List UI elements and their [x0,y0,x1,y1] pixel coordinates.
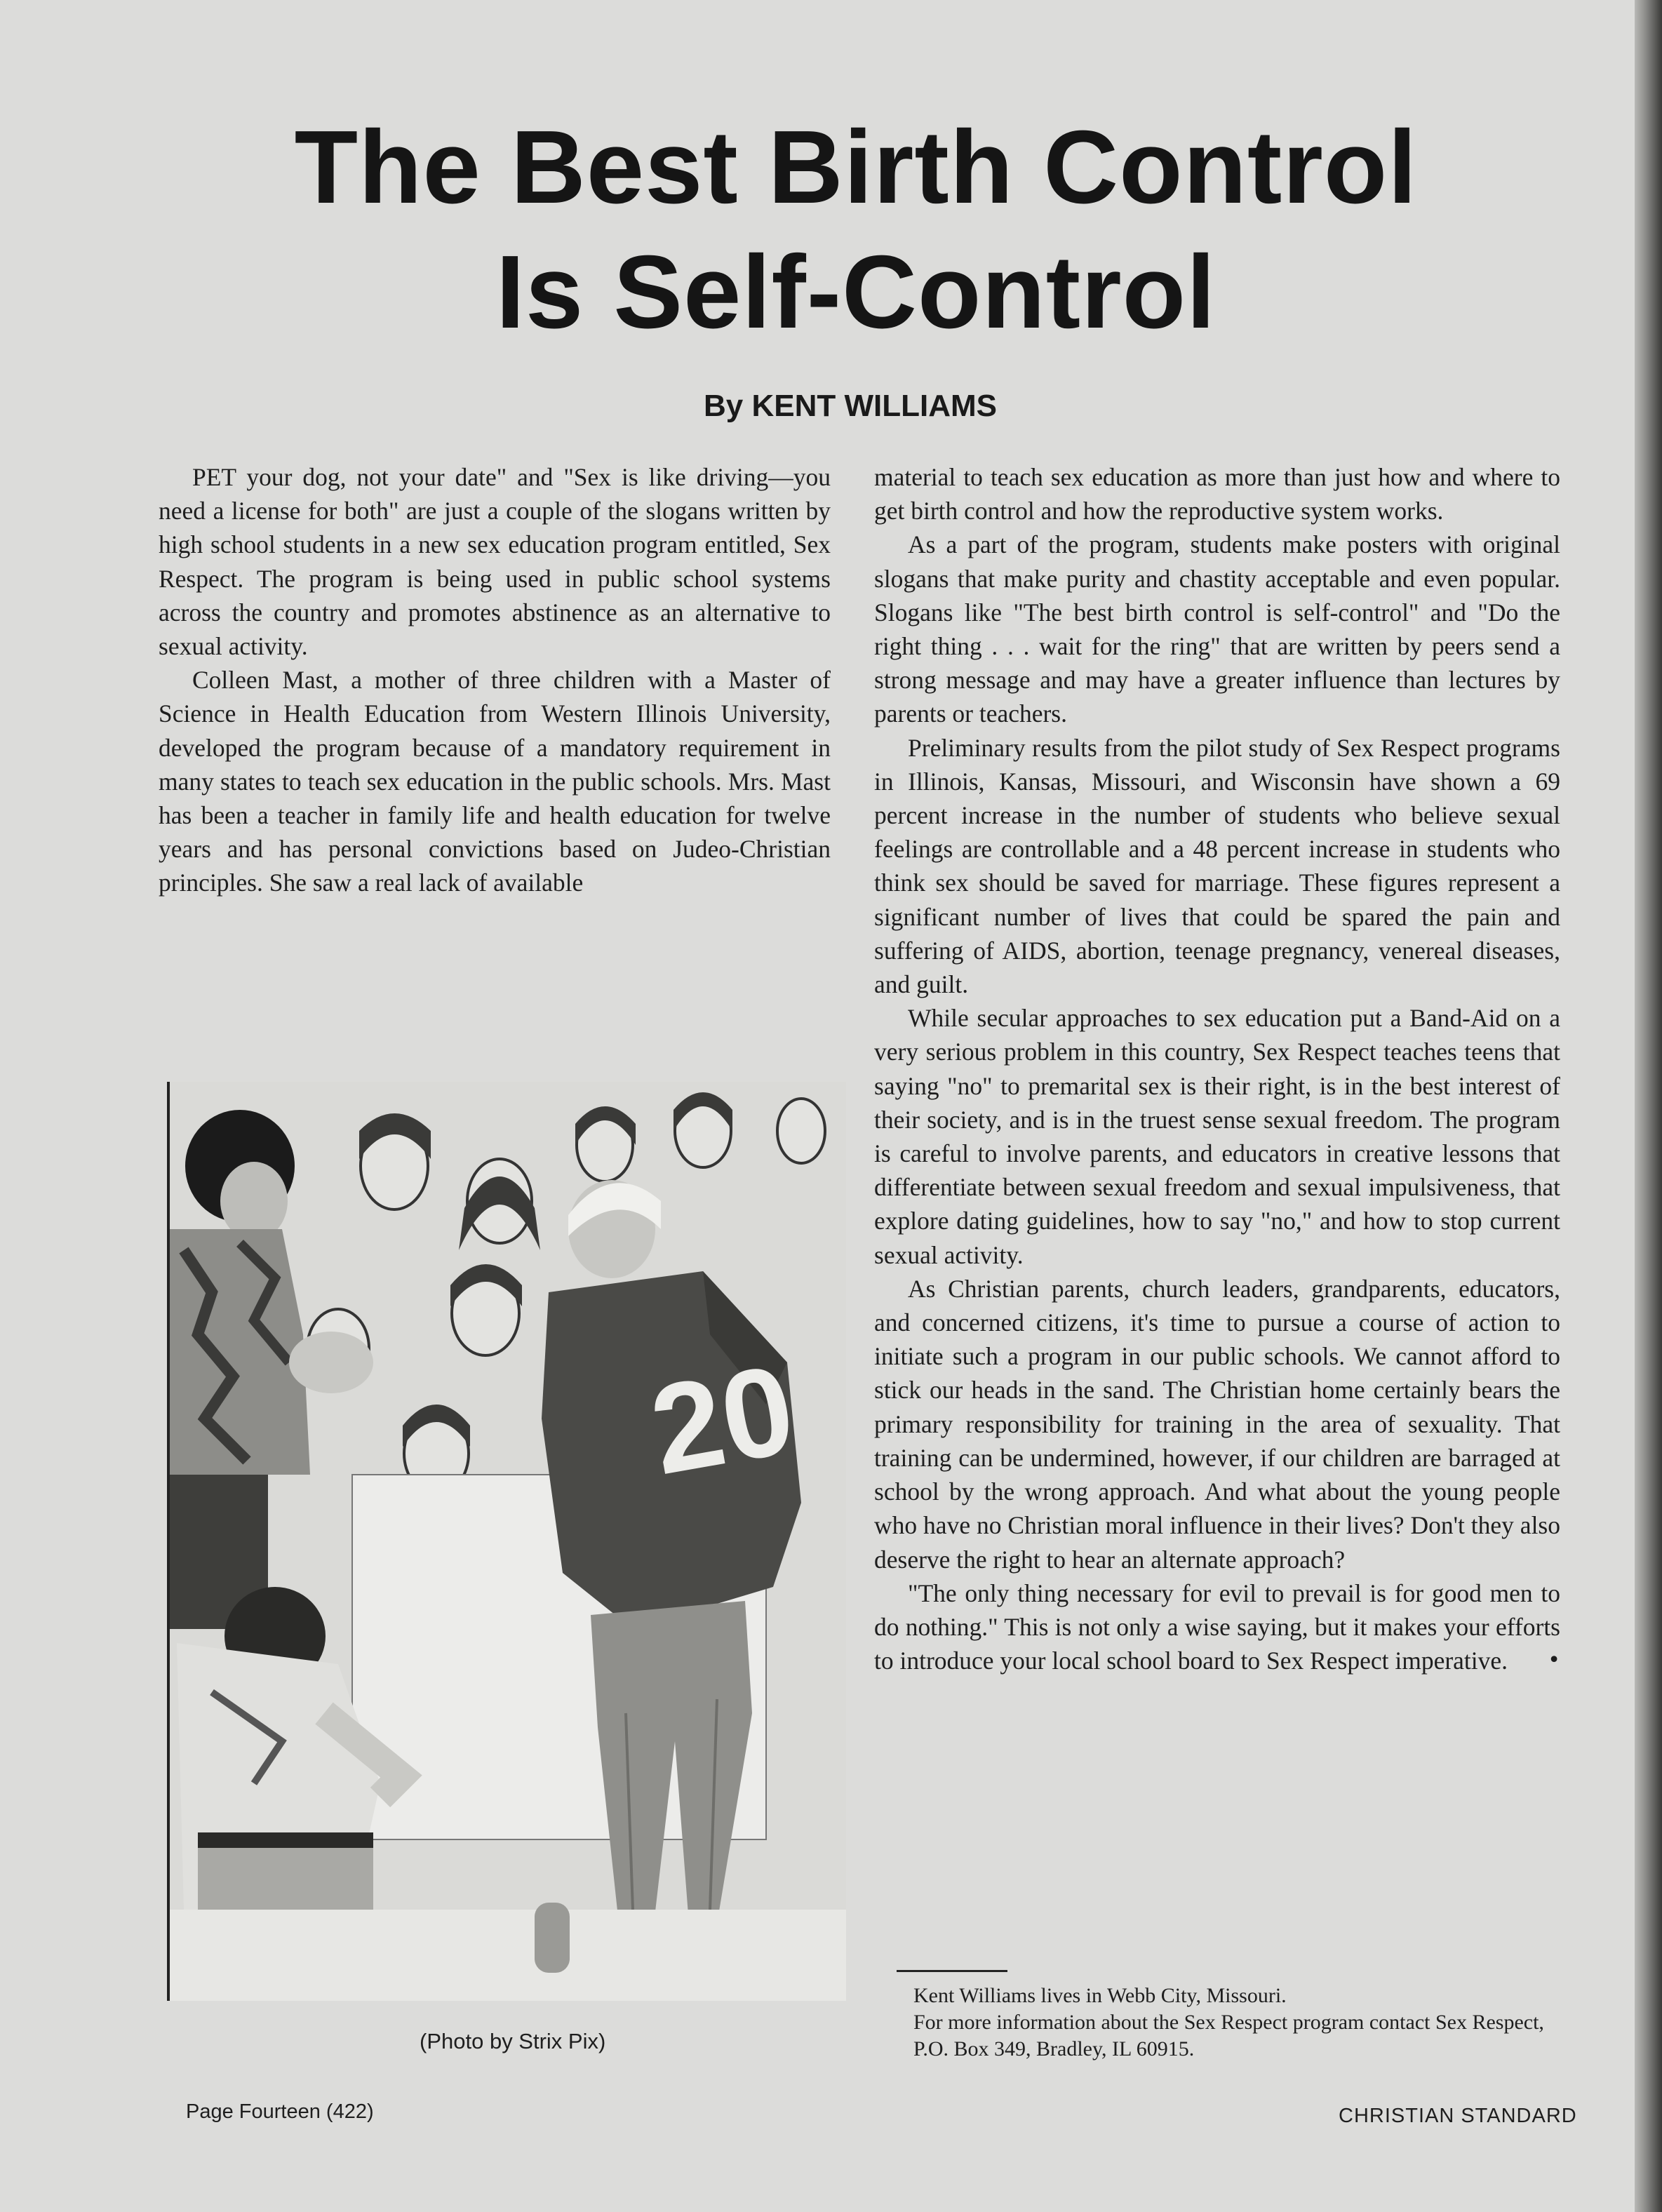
photo-caption: (Photo by Strix Pix) [420,2029,606,2053]
page-edge-shadow [1635,0,1662,2212]
paragraph-continuation: material to teach sex education as more than just how and where to get birth control and how the reproductive system works. [874,463,1560,525]
paragraph: As Christian parents, church leaders, grandparents, educators, and concerned citizens, it's time to pursue a course of action to initiate such a program in our public schools. We cannot afford to stick our heads in the sand. The Christian home certainly bears the primary responsibility for training in the area of sexuality. That training can be undermined, however, if our children are barraged at school by the wrong approach. And what about the young people who have no Christian moral influence in their lives? Don't they also deserve the right to hear an alternate approach? [874,1274,1560,1574]
footnote-line: Kent Williams lives in Webb City, Missouri. [913,1984,1287,2007]
right-column [874,460,1560,1677]
article-photo [167,1082,846,2001]
jersey-number: 20 [641,1338,804,1502]
closing-text: "The only thing necessary for evil to prevail is for good men to do nothing." This is not only a wise saying, but it makes your efforts to introduce your local school board to Sex Respect imperative. [874,1578,1560,1675]
byline: By KENT WILLIAMS [704,389,997,423]
paragraph: Preliminary results from the pilot study of Sex Respect programs in Illinois, Kansas, Missouri, and Wisconsin have shown a 69 percent increase in the number of students who believe sexual feelings are controllable and a 48 percent increase in students who think sex should be saved for marriage. These figures represent a significant number of lives that could be spared the pain and suffering of AIDS, abortion, teenage pregnancy, venereal diseases, and guilt. [874,733,1560,999]
footnote-rule [897,1970,1007,1972]
paragraph: PET your dog, not your date" and "Sex is like driving—you need a license for both" are just a couple of the slogans written by high school students in a new sex education program entitled, Sex Respect. The program is being used in public school systems across the country and promotes abstinence as an alternative to sexual activity. [159,463,831,661]
article-title [0,105,1650,355]
page-number: Page Fourteen (422) [186,2100,374,2123]
photo-illustration [170,1082,846,2001]
paragraph: Colleen Mast, a mother of three children with a Master of Science in Health Education from Western Illinois University, developed the program because of a mandatory requirement in many states to teach sex education in the public schools. Mrs. Mast has been a teacher in family life and health education for twelve years and has personal convictions based on Judeo-Christian principles. She saw a real lack of available [159,666,831,897]
title-line-1: The Best Birth Control [294,109,1418,225]
publication-name: CHRISTIAN STANDARD [1339,2105,1577,2127]
closing-paragraph [874,1576,1560,1678]
paragraph: As a part of the program, students make posters with original slogans that make purity and chastity acceptable and even popular. Slogans like "The best birth control is self-control" and "Do the right thing . . . wait for the ring" that are written by peers send a strong message and may have a greater influence than lectures by parents or teachers. [874,530,1560,728]
footnote-line: For more information about the Sex Respect program contact Sex Respect, P.O. Box 349, Bradley, IL 60915. [913,2011,1544,2060]
end-mark: • [1548,1648,1560,1673]
title-line-2: Is Self-Control [495,234,1217,350]
left-column [159,460,831,900]
author-footnote [897,1983,1564,2063]
paragraph: While secular approaches to sex education put a Band-Aid on a very serious problem in this country, Sex Respect teaches teens that saying "no" to premarital sex is their right, is in the best interest of their society, and is in the truest sense sexual freedom. The program is careful to involve parents, and educators in creative lessons that differentiate between sexual freedom and sexual impulsiveness, that explore dating guidelines, how to say "no," and how to stop current sexual activity. [874,1004,1560,1269]
